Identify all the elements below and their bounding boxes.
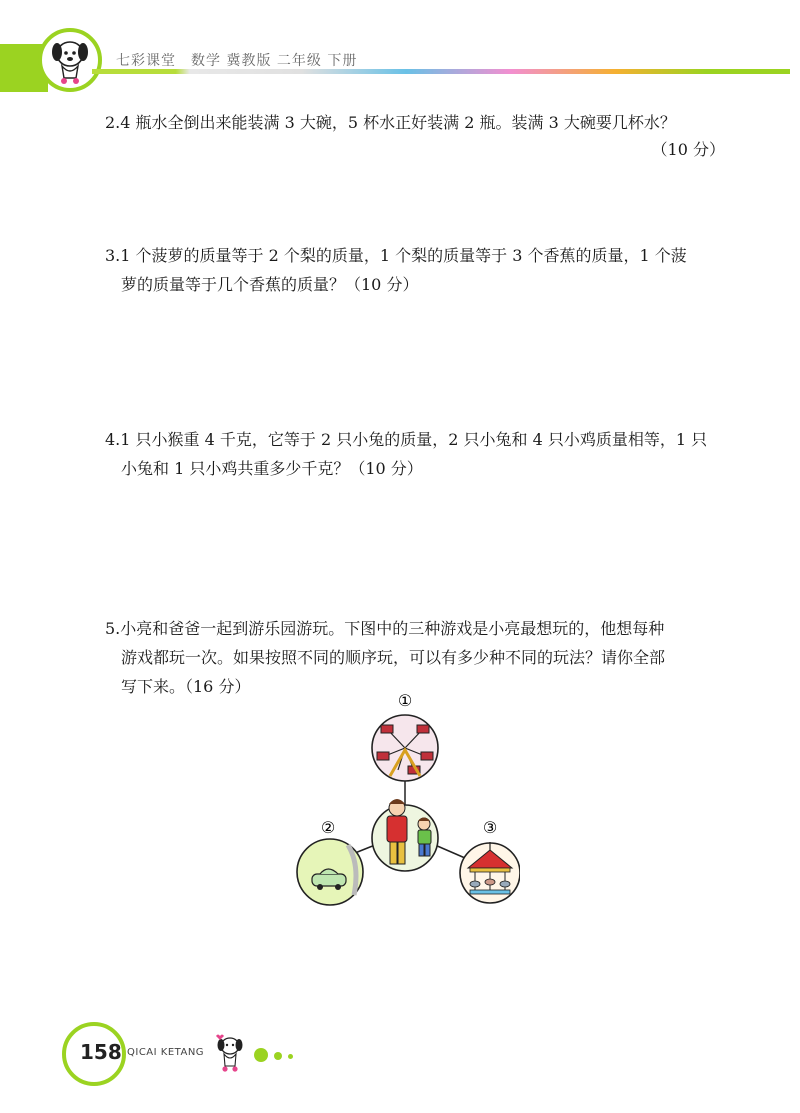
question-5-line-1: 5.小亮和爸爸一起到游乐园游玩。下图中的三种游戏是小亮最想玩的，他想每种 [105,619,665,638]
ride-1-pirate-ship-icon [372,715,438,781]
ride-2-bumper-car-icon [297,839,363,905]
header-mascot-badge [38,28,102,92]
question-4 [105,425,725,483]
ride-2-label: ② [320,818,336,837]
footer-dot-small [288,1054,293,1059]
ride-3-label: ③ [482,818,498,837]
ride-1-label: ① [397,691,413,710]
question-5-line-2: 游戏都玩一次。如果按照不同的顺序玩，可以有多少种不同的玩法？请你全部 [121,648,666,667]
question-4-line-1: 4.1 只小猴重 4 千克，它等于 2 只小兔的质量，2 只小兔和 4 只小鸡质量相等，1 只 [105,430,708,449]
question-5 [105,614,725,701]
ride-3-carousel-icon [460,842,520,903]
header-rule [92,69,790,74]
footer-brand: QICAI KETANG [127,1047,205,1058]
header-title: 七彩课堂 数学 冀教版 二年级 下册 [116,53,358,69]
page-number: 158 [80,1040,122,1064]
question-2 [105,108,725,137]
amusement-park-illustration [290,690,520,910]
question-2-score: （10 分） [651,140,725,159]
dog-mascot-icon [42,32,98,88]
question-4-line-2: 小兔和 1 只小鸡共重多少千克？（10 分） [121,459,423,478]
question-2-text: 2.4 瓶水全倒出来能装满 3 大碗，5 杯水正好装满 2 瓶。装满 3 大碗要几杯水？ [105,113,676,132]
question-3 [105,241,725,299]
connector-right [435,845,465,858]
question-3-line-2: 萝的质量等于几个香蕉的质量？（10 分） [121,275,419,294]
people-dad-and-xiaoliang-icon [372,799,438,871]
question-5-line-3: 写下来。（16 分） [121,677,251,696]
footer-dog-mascot-icon [212,1032,248,1076]
footer-dot-medium [274,1052,282,1060]
question-3-line-1: 3.1 个菠萝的质量等于 2 个梨的质量，1 个梨的质量等于 3 个香蕉的质量，1 个菠 [105,246,687,265]
footer-dot-large [254,1048,268,1062]
